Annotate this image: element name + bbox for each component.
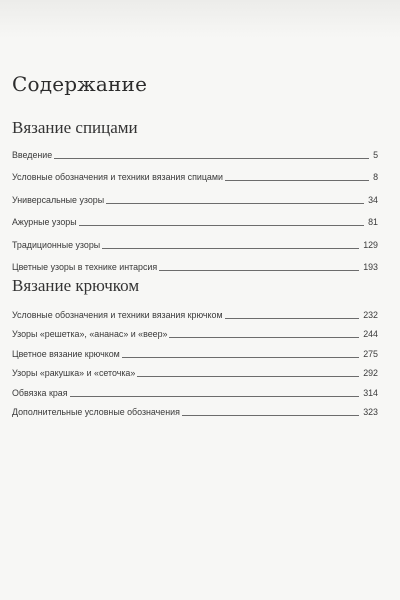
toc-page-number: 5: [373, 150, 378, 160]
toc-page-number: 244: [363, 329, 378, 340]
toc-entry-label: Традиционные узоры: [12, 239, 101, 250]
toc-page-number: 232: [363, 310, 378, 320]
toc-list-crochet: [12, 310, 378, 426]
toc-entry: [12, 172, 378, 194]
toc-entry-label: Универсальные узоры: [12, 194, 105, 205]
toc-entry-label: Узоры «решетка», «ананас» и «веер»: [12, 329, 168, 340]
toc-leader-line: [79, 225, 365, 226]
toc-leader-line: [225, 318, 360, 319]
section-heading-knitting: Вязание спицами: [12, 118, 138, 137]
toc-page-number: 129: [363, 239, 378, 250]
toc-entry-label: Цветные узоры в технике интарсия: [12, 261, 158, 272]
toc-page-number: 8: [373, 172, 378, 183]
toc-entry: [12, 329, 378, 348]
toc-leader-line: [225, 180, 369, 181]
toc-entry-label: Введение: [12, 150, 53, 160]
toc-leader-line: [159, 270, 359, 271]
toc-entry-label: Ажурные узоры: [12, 217, 77, 228]
page-top-shadow: [0, 0, 400, 38]
toc-leader-line: [106, 203, 364, 204]
toc-leader-line: [122, 357, 359, 358]
toc-entry-label: Условные обозначения и техники вязания спицами: [12, 172, 223, 183]
toc-page-number: 323: [363, 406, 378, 417]
toc-leader-line: [102, 248, 359, 249]
toc-entry-label: Узоры «ракушка» и «сеточка»: [12, 368, 136, 379]
toc-page-number: 34: [368, 194, 378, 205]
toc-leader-line: [70, 396, 360, 397]
toc-entry: [12, 349, 378, 368]
toc-page-number: 314: [363, 387, 378, 398]
toc-entry: [12, 368, 378, 387]
toc-entry: [12, 240, 378, 262]
toc-entry: [12, 407, 378, 426]
toc-page-number: 193: [363, 261, 378, 272]
toc-leader-line: [137, 376, 359, 377]
toc-entry-label: Условные обозначения и техники вязания крючком: [12, 310, 223, 320]
page-title: Содержание: [12, 72, 148, 96]
toc-leader-line: [182, 415, 359, 416]
section-heading-crochet: Вязание крючком: [12, 276, 140, 295]
toc-entry: [12, 310, 378, 329]
toc-page-number: 81: [368, 217, 378, 228]
toc-entry-label: Цветное вязание крючком: [12, 348, 120, 359]
toc-page-number: 292: [363, 368, 378, 379]
toc-entry-label: Обвязка края: [12, 387, 68, 398]
toc-leader-line: [54, 158, 369, 159]
toc-entry: [12, 388, 378, 407]
toc-entry: [12, 150, 378, 172]
toc-list-knitting: [12, 150, 378, 284]
toc-page-number: 275: [363, 348, 378, 359]
toc-entry: [12, 217, 378, 239]
toc-entry: [12, 195, 378, 217]
toc-leader-line: [169, 337, 359, 338]
toc-entry-label: Дополнительные условные обозначения: [12, 406, 180, 417]
